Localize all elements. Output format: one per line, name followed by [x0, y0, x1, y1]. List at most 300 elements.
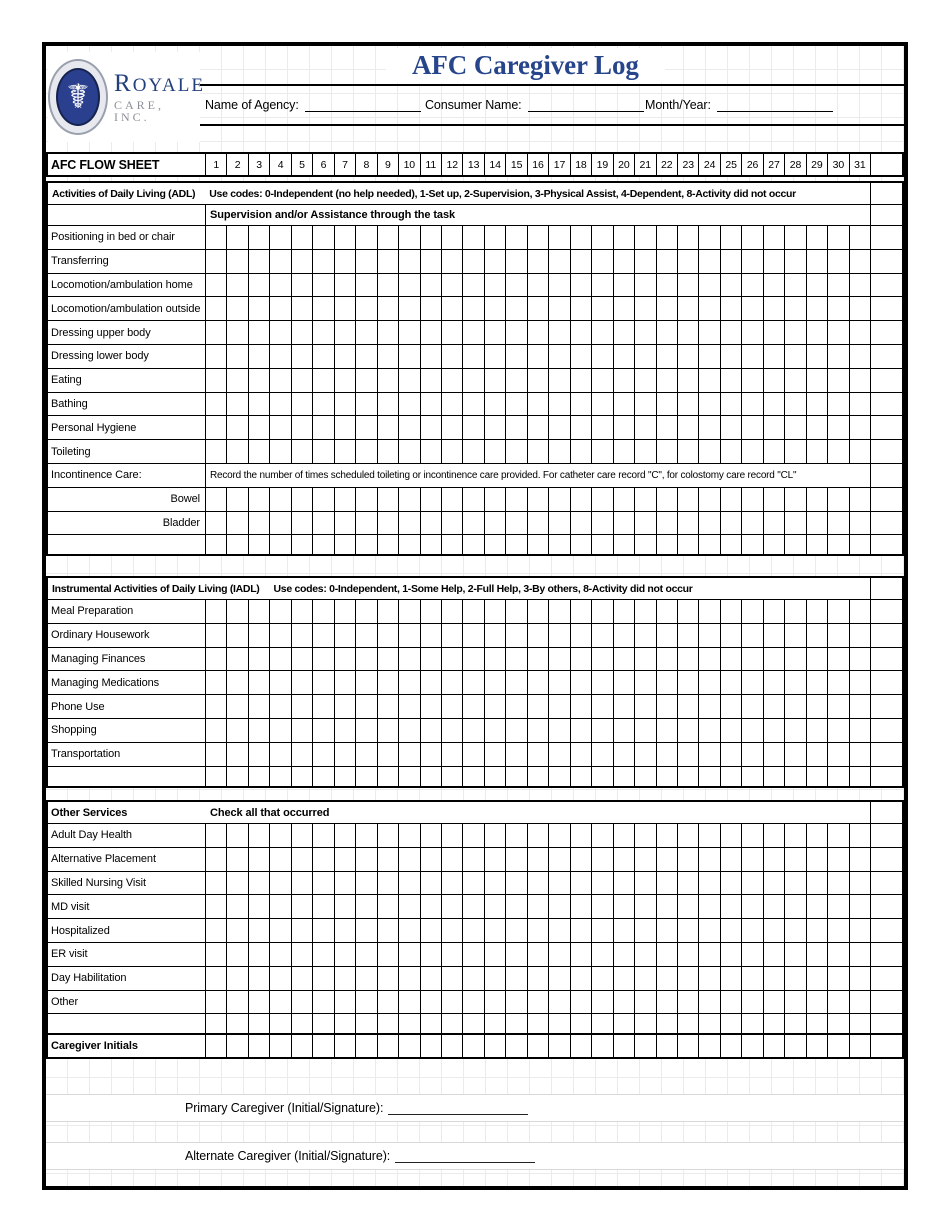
log-cell-er-visit-day-19[interactable] [592, 943, 613, 966]
log-cell-locomotion-ambulation-home-day-28[interactable] [785, 274, 806, 297]
log-cell-caregiver-initials-day-7[interactable] [335, 1035, 356, 1057]
log-cell-er-visit-day-11[interactable] [421, 943, 442, 966]
log-cell-transferring-day-20[interactable] [614, 250, 635, 273]
log-cell-bladder-day-19[interactable] [592, 512, 613, 535]
log-cell-meal-preparation-day-29[interactable] [807, 600, 828, 623]
log-cell-dressing-upper-body-day-4[interactable] [270, 321, 291, 344]
log-cell-iadl-extra-day-27[interactable] [764, 767, 785, 786]
log-cell-adl-extra-day-29[interactable] [807, 535, 828, 554]
log-cell-toileting-day-9[interactable] [378, 440, 399, 463]
log-cell-bowel-day-11[interactable] [421, 488, 442, 511]
log-cell-managing-finances-day-19[interactable] [592, 648, 613, 671]
log-cell-managing-medications-day-22[interactable] [657, 671, 678, 694]
log-cell-eating-day-8[interactable] [356, 369, 377, 392]
log-cell-personal-hygiene-day-19[interactable] [592, 416, 613, 439]
log-cell-bathing-day-31[interactable] [850, 393, 871, 416]
log-cell-personal-hygiene-day-21[interactable] [635, 416, 656, 439]
log-cell-transportation-day-11[interactable] [421, 743, 442, 766]
log-cell-transportation-day-2[interactable] [227, 743, 248, 766]
log-cell-dressing-lower-body-day-8[interactable] [356, 345, 377, 368]
log-cell-adult-day-health-day-31[interactable] [850, 824, 871, 847]
log-cell-other-day-12[interactable] [442, 991, 463, 1014]
log-cell-dressing-upper-body-day-5[interactable] [292, 321, 313, 344]
log-cell-alternative-placement-day-7[interactable] [335, 848, 356, 871]
log-cell-iadl-extra-day-3[interactable] [249, 767, 270, 786]
log-cell-er-visit-day-22[interactable] [657, 943, 678, 966]
log-cell-shopping-day-22[interactable] [657, 719, 678, 742]
log-cell-shopping-day-28[interactable] [785, 719, 806, 742]
log-cell-bladder-day-3[interactable] [249, 512, 270, 535]
log-cell-other-extra-day-9[interactable] [378, 1014, 399, 1033]
log-cell-transferring-day-19[interactable] [592, 250, 613, 273]
log-cell-skilled-nursing-visit-day-2[interactable] [227, 872, 248, 895]
log-cell-transportation-day-6[interactable] [313, 743, 334, 766]
log-cell-eating-day-1[interactable] [206, 369, 227, 392]
log-cell-md-visit-day-8[interactable] [356, 895, 377, 918]
log-cell-other-extra-day-30[interactable] [828, 1014, 849, 1033]
log-cell-locomotion-ambulation-home-day-18[interactable] [571, 274, 592, 297]
log-cell-adult-day-health-day-17[interactable] [549, 824, 570, 847]
log-cell-ordinary-housework-day-6[interactable] [313, 624, 334, 647]
log-cell-shopping-day-14[interactable] [485, 719, 506, 742]
log-cell-eating-day-27[interactable] [764, 369, 785, 392]
log-cell-dressing-upper-body-day-12[interactable] [442, 321, 463, 344]
log-cell-locomotion-ambulation-outside-day-21[interactable] [635, 297, 656, 320]
log-cell-dressing-lower-body-day-26[interactable] [742, 345, 763, 368]
log-cell-adult-day-health-day-14[interactable] [485, 824, 506, 847]
log-cell-eating-day-7[interactable] [335, 369, 356, 392]
log-cell-adult-day-health-day-7[interactable] [335, 824, 356, 847]
log-cell-locomotion-ambulation-outside-day-14[interactable] [485, 297, 506, 320]
log-cell-md-visit-day-13[interactable] [463, 895, 484, 918]
log-cell-personal-hygiene-day-11[interactable] [421, 416, 442, 439]
log-cell-toileting-day-27[interactable] [764, 440, 785, 463]
log-cell-bathing-day-3[interactable] [249, 393, 270, 416]
log-cell-phone-use-day-22[interactable] [657, 695, 678, 718]
log-cell-meal-preparation-day-2[interactable] [227, 600, 248, 623]
log-cell-alternative-placement-day-26[interactable] [742, 848, 763, 871]
log-cell-managing-medications-day-25[interactable] [721, 671, 742, 694]
log-cell-er-visit-day-25[interactable] [721, 943, 742, 966]
log-cell-bladder-day-8[interactable] [356, 512, 377, 535]
log-cell-iadl-extra-day-15[interactable] [506, 767, 527, 786]
log-cell-locomotion-ambulation-home-day-9[interactable] [378, 274, 399, 297]
log-cell-hospitalized-day-6[interactable] [313, 919, 334, 942]
log-cell-iadl-extra-day-1[interactable] [206, 767, 227, 786]
log-cell-day-habilitation-day-24[interactable] [699, 967, 720, 990]
log-cell-managing-medications-day-19[interactable] [592, 671, 613, 694]
log-cell-bowel-day-3[interactable] [249, 488, 270, 511]
log-cell-positioning-in-bed-or-chair-day-3[interactable] [249, 226, 270, 249]
log-cell-hospitalized-day-1[interactable] [206, 919, 227, 942]
log-cell-transferring-day-13[interactable] [463, 250, 484, 273]
log-cell-caregiver-initials-day-19[interactable] [592, 1035, 613, 1057]
log-cell-bowel-day-14[interactable] [485, 488, 506, 511]
log-cell-toileting-day-21[interactable] [635, 440, 656, 463]
log-cell-meal-preparation-day-30[interactable] [828, 600, 849, 623]
log-cell-day-habilitation-day-19[interactable] [592, 967, 613, 990]
log-cell-locomotion-ambulation-outside-day-25[interactable] [721, 297, 742, 320]
log-cell-transferring-day-1[interactable] [206, 250, 227, 273]
log-cell-toileting-day-13[interactable] [463, 440, 484, 463]
log-cell-locomotion-ambulation-home-day-4[interactable] [270, 274, 291, 297]
log-cell-day-habilitation-day-2[interactable] [227, 967, 248, 990]
log-cell-toileting-day-5[interactable] [292, 440, 313, 463]
log-cell-hospitalized-day-16[interactable] [528, 919, 549, 942]
log-cell-adl-extra-day-14[interactable] [485, 535, 506, 554]
log-cell-transferring-day-9[interactable] [378, 250, 399, 273]
log-cell-eating-day-24[interactable] [699, 369, 720, 392]
log-cell-locomotion-ambulation-outside-day-16[interactable] [528, 297, 549, 320]
log-cell-caregiver-initials-day-26[interactable] [742, 1035, 763, 1057]
log-cell-other-day-1[interactable] [206, 991, 227, 1014]
log-cell-phone-use-day-14[interactable] [485, 695, 506, 718]
log-cell-bowel-day-16[interactable] [528, 488, 549, 511]
log-cell-dressing-lower-body-day-19[interactable] [592, 345, 613, 368]
log-cell-toileting-day-23[interactable] [678, 440, 699, 463]
log-cell-shopping-day-15[interactable] [506, 719, 527, 742]
log-cell-managing-medications-day-29[interactable] [807, 671, 828, 694]
log-cell-shopping-day-19[interactable] [592, 719, 613, 742]
log-cell-dressing-lower-body-day-7[interactable] [335, 345, 356, 368]
log-cell-shopping-day-27[interactable] [764, 719, 785, 742]
log-cell-phone-use-day-21[interactable] [635, 695, 656, 718]
log-cell-managing-finances-day-11[interactable] [421, 648, 442, 671]
log-cell-locomotion-ambulation-outside-day-18[interactable] [571, 297, 592, 320]
log-cell-skilled-nursing-visit-day-7[interactable] [335, 872, 356, 895]
log-cell-skilled-nursing-visit-day-11[interactable] [421, 872, 442, 895]
log-cell-positioning-in-bed-or-chair-day-4[interactable] [270, 226, 291, 249]
log-cell-transportation-day-12[interactable] [442, 743, 463, 766]
log-cell-shopping-day-5[interactable] [292, 719, 313, 742]
log-cell-ordinary-housework-day-4[interactable] [270, 624, 291, 647]
log-cell-positioning-in-bed-or-chair-day-25[interactable] [721, 226, 742, 249]
log-cell-phone-use-day-31[interactable] [850, 695, 871, 718]
log-cell-iadl-extra-day-12[interactable] [442, 767, 463, 786]
log-cell-iadl-extra-day-7[interactable] [335, 767, 356, 786]
log-cell-transportation-day-25[interactable] [721, 743, 742, 766]
log-cell-caregiver-initials-day-20[interactable] [614, 1035, 635, 1057]
log-cell-alternative-placement-day-30[interactable] [828, 848, 849, 871]
log-cell-bathing-day-17[interactable] [549, 393, 570, 416]
log-cell-meal-preparation-day-12[interactable] [442, 600, 463, 623]
log-cell-bowel-day-7[interactable] [335, 488, 356, 511]
log-cell-hospitalized-day-28[interactable] [785, 919, 806, 942]
log-cell-bladder-day-4[interactable] [270, 512, 291, 535]
log-cell-hospitalized-day-26[interactable] [742, 919, 763, 942]
log-cell-transportation-day-13[interactable] [463, 743, 484, 766]
log-cell-alternative-placement-day-17[interactable] [549, 848, 570, 871]
log-cell-managing-medications-day-17[interactable] [549, 671, 570, 694]
log-cell-dressing-lower-body-day-28[interactable] [785, 345, 806, 368]
log-cell-locomotion-ambulation-home-day-31[interactable] [850, 274, 871, 297]
log-cell-adl-extra-day-11[interactable] [421, 535, 442, 554]
log-cell-er-visit-day-5[interactable] [292, 943, 313, 966]
log-cell-bathing-day-5[interactable] [292, 393, 313, 416]
log-cell-locomotion-ambulation-home-day-8[interactable] [356, 274, 377, 297]
log-cell-alternative-placement-day-18[interactable] [571, 848, 592, 871]
log-cell-locomotion-ambulation-home-day-7[interactable] [335, 274, 356, 297]
log-cell-ordinary-housework-day-24[interactable] [699, 624, 720, 647]
log-cell-transferring-day-12[interactable] [442, 250, 463, 273]
log-cell-bowel-day-22[interactable] [657, 488, 678, 511]
log-cell-iadl-extra-day-4[interactable] [270, 767, 291, 786]
log-cell-md-visit-day-1[interactable] [206, 895, 227, 918]
log-cell-locomotion-ambulation-outside-day-9[interactable] [378, 297, 399, 320]
log-cell-other-day-28[interactable] [785, 991, 806, 1014]
log-cell-meal-preparation-day-25[interactable] [721, 600, 742, 623]
log-cell-adl-extra-day-31[interactable] [850, 535, 871, 554]
log-cell-day-habilitation-day-21[interactable] [635, 967, 656, 990]
log-cell-toileting-day-30[interactable] [828, 440, 849, 463]
log-cell-other-extra-day-20[interactable] [614, 1014, 635, 1033]
log-cell-phone-use-day-6[interactable] [313, 695, 334, 718]
log-cell-meal-preparation-day-22[interactable] [657, 600, 678, 623]
log-cell-adult-day-health-day-19[interactable] [592, 824, 613, 847]
log-cell-phone-use-day-4[interactable] [270, 695, 291, 718]
log-cell-phone-use-day-23[interactable] [678, 695, 699, 718]
log-cell-ordinary-housework-day-7[interactable] [335, 624, 356, 647]
log-cell-other-day-11[interactable] [421, 991, 442, 1014]
log-cell-skilled-nursing-visit-day-28[interactable] [785, 872, 806, 895]
log-cell-eating-day-14[interactable] [485, 369, 506, 392]
log-cell-toileting-day-12[interactable] [442, 440, 463, 463]
log-cell-bowel-day-6[interactable] [313, 488, 334, 511]
log-cell-bladder-day-11[interactable] [421, 512, 442, 535]
log-cell-skilled-nursing-visit-day-14[interactable] [485, 872, 506, 895]
log-cell-positioning-in-bed-or-chair-day-7[interactable] [335, 226, 356, 249]
log-cell-caregiver-initials-day-10[interactable] [399, 1035, 420, 1057]
log-cell-phone-use-day-29[interactable] [807, 695, 828, 718]
log-cell-other-day-25[interactable] [721, 991, 742, 1014]
log-cell-alternative-placement-day-29[interactable] [807, 848, 828, 871]
log-cell-toileting-day-24[interactable] [699, 440, 720, 463]
log-cell-meal-preparation-day-5[interactable] [292, 600, 313, 623]
log-cell-positioning-in-bed-or-chair-day-9[interactable] [378, 226, 399, 249]
log-cell-other-extra-day-6[interactable] [313, 1014, 334, 1033]
log-cell-other-extra-day-14[interactable] [485, 1014, 506, 1033]
log-cell-shopping-day-12[interactable] [442, 719, 463, 742]
log-cell-eating-day-23[interactable] [678, 369, 699, 392]
log-cell-meal-preparation-day-26[interactable] [742, 600, 763, 623]
log-cell-other-extra-day-31[interactable] [850, 1014, 871, 1033]
log-cell-dressing-upper-body-day-11[interactable] [421, 321, 442, 344]
log-cell-transportation-day-15[interactable] [506, 743, 527, 766]
log-cell-ordinary-housework-day-2[interactable] [227, 624, 248, 647]
log-cell-caregiver-initials-day-14[interactable] [485, 1035, 506, 1057]
log-cell-shopping-day-3[interactable] [249, 719, 270, 742]
log-cell-adult-day-health-day-23[interactable] [678, 824, 699, 847]
log-cell-adult-day-health-day-3[interactable] [249, 824, 270, 847]
log-cell-ordinary-housework-day-11[interactable] [421, 624, 442, 647]
log-cell-day-habilitation-day-29[interactable] [807, 967, 828, 990]
log-cell-toileting-day-31[interactable] [850, 440, 871, 463]
log-cell-md-visit-day-18[interactable] [571, 895, 592, 918]
log-cell-dressing-lower-body-day-18[interactable] [571, 345, 592, 368]
log-cell-er-visit-day-23[interactable] [678, 943, 699, 966]
log-cell-eating-day-9[interactable] [378, 369, 399, 392]
log-cell-bowel-day-17[interactable] [549, 488, 570, 511]
log-cell-toileting-day-20[interactable] [614, 440, 635, 463]
log-cell-dressing-lower-body-day-6[interactable] [313, 345, 334, 368]
log-cell-caregiver-initials-day-3[interactable] [249, 1035, 270, 1057]
log-cell-other-extra-day-29[interactable] [807, 1014, 828, 1033]
log-cell-other-extra-day-18[interactable] [571, 1014, 592, 1033]
log-cell-phone-use-day-1[interactable] [206, 695, 227, 718]
log-cell-other-day-27[interactable] [764, 991, 785, 1014]
log-cell-meal-preparation-day-28[interactable] [785, 600, 806, 623]
log-cell-shopping-day-8[interactable] [356, 719, 377, 742]
log-cell-shopping-day-13[interactable] [463, 719, 484, 742]
log-cell-eating-day-13[interactable] [463, 369, 484, 392]
log-cell-managing-medications-day-27[interactable] [764, 671, 785, 694]
log-cell-other-extra-day-19[interactable] [592, 1014, 613, 1033]
log-cell-iadl-extra-day-29[interactable] [807, 767, 828, 786]
log-cell-managing-finances-day-12[interactable] [442, 648, 463, 671]
log-cell-locomotion-ambulation-outside-day-19[interactable] [592, 297, 613, 320]
log-cell-adl-extra-day-16[interactable] [528, 535, 549, 554]
log-cell-md-visit-day-28[interactable] [785, 895, 806, 918]
log-cell-managing-medications-day-20[interactable] [614, 671, 635, 694]
log-cell-bathing-day-25[interactable] [721, 393, 742, 416]
log-cell-locomotion-ambulation-home-day-26[interactable] [742, 274, 763, 297]
log-cell-meal-preparation-day-7[interactable] [335, 600, 356, 623]
log-cell-locomotion-ambulation-home-day-14[interactable] [485, 274, 506, 297]
log-cell-bowel-day-18[interactable] [571, 488, 592, 511]
log-cell-shopping-day-6[interactable] [313, 719, 334, 742]
log-cell-alternative-placement-day-19[interactable] [592, 848, 613, 871]
log-cell-ordinary-housework-day-21[interactable] [635, 624, 656, 647]
log-cell-er-visit-day-29[interactable] [807, 943, 828, 966]
log-cell-skilled-nursing-visit-day-19[interactable] [592, 872, 613, 895]
log-cell-day-habilitation-day-3[interactable] [249, 967, 270, 990]
log-cell-skilled-nursing-visit-day-25[interactable] [721, 872, 742, 895]
log-cell-iadl-extra-day-6[interactable] [313, 767, 334, 786]
log-cell-shopping-day-30[interactable] [828, 719, 849, 742]
log-cell-eating-day-31[interactable] [850, 369, 871, 392]
log-cell-transportation-day-3[interactable] [249, 743, 270, 766]
log-cell-meal-preparation-day-1[interactable] [206, 600, 227, 623]
log-cell-iadl-extra-day-30[interactable] [828, 767, 849, 786]
log-cell-locomotion-ambulation-outside-day-7[interactable] [335, 297, 356, 320]
log-cell-er-visit-day-8[interactable] [356, 943, 377, 966]
log-cell-bowel-day-10[interactable] [399, 488, 420, 511]
log-cell-dressing-upper-body-day-13[interactable] [463, 321, 484, 344]
primary-caregiver-signature-line[interactable] [388, 1102, 528, 1115]
log-cell-iadl-extra-day-10[interactable] [399, 767, 420, 786]
log-cell-phone-use-day-5[interactable] [292, 695, 313, 718]
log-cell-adult-day-health-day-13[interactable] [463, 824, 484, 847]
log-cell-toileting-day-8[interactable] [356, 440, 377, 463]
log-cell-transportation-day-20[interactable] [614, 743, 635, 766]
log-cell-managing-medications-day-6[interactable] [313, 671, 334, 694]
log-cell-adult-day-health-day-11[interactable] [421, 824, 442, 847]
log-cell-shopping-day-7[interactable] [335, 719, 356, 742]
log-cell-dressing-lower-body-day-21[interactable] [635, 345, 656, 368]
log-cell-md-visit-day-22[interactable] [657, 895, 678, 918]
log-cell-er-visit-day-27[interactable] [764, 943, 785, 966]
log-cell-managing-finances-day-17[interactable] [549, 648, 570, 671]
log-cell-managing-medications-day-3[interactable] [249, 671, 270, 694]
log-cell-dressing-upper-body-day-6[interactable] [313, 321, 334, 344]
log-cell-managing-finances-day-31[interactable] [850, 648, 871, 671]
log-cell-er-visit-day-17[interactable] [549, 943, 570, 966]
log-cell-dressing-upper-body-day-20[interactable] [614, 321, 635, 344]
log-cell-dressing-upper-body-day-15[interactable] [506, 321, 527, 344]
log-cell-alternative-placement-day-2[interactable] [227, 848, 248, 871]
log-cell-er-visit-day-10[interactable] [399, 943, 420, 966]
log-cell-locomotion-ambulation-home-day-5[interactable] [292, 274, 313, 297]
log-cell-locomotion-ambulation-home-day-15[interactable] [506, 274, 527, 297]
log-cell-transferring-day-27[interactable] [764, 250, 785, 273]
log-cell-alternative-placement-day-5[interactable] [292, 848, 313, 871]
log-cell-personal-hygiene-day-4[interactable] [270, 416, 291, 439]
log-cell-md-visit-day-29[interactable] [807, 895, 828, 918]
log-cell-ordinary-housework-day-9[interactable] [378, 624, 399, 647]
log-cell-meal-preparation-day-20[interactable] [614, 600, 635, 623]
log-cell-transportation-day-14[interactable] [485, 743, 506, 766]
log-cell-caregiver-initials-day-30[interactable] [828, 1035, 849, 1057]
log-cell-hospitalized-day-5[interactable] [292, 919, 313, 942]
log-cell-positioning-in-bed-or-chair-day-27[interactable] [764, 226, 785, 249]
log-cell-managing-medications-day-4[interactable] [270, 671, 291, 694]
log-cell-adl-extra-day-13[interactable] [463, 535, 484, 554]
log-cell-dressing-lower-body-day-29[interactable] [807, 345, 828, 368]
log-cell-transferring-day-28[interactable] [785, 250, 806, 273]
log-cell-bladder-day-13[interactable] [463, 512, 484, 535]
log-cell-personal-hygiene-day-7[interactable] [335, 416, 356, 439]
log-cell-positioning-in-bed-or-chair-day-18[interactable] [571, 226, 592, 249]
log-cell-locomotion-ambulation-home-day-22[interactable] [657, 274, 678, 297]
log-cell-other-day-22[interactable] [657, 991, 678, 1014]
log-cell-phone-use-day-11[interactable] [421, 695, 442, 718]
log-cell-bathing-day-26[interactable] [742, 393, 763, 416]
log-cell-bowel-day-31[interactable] [850, 488, 871, 511]
log-cell-bowel-day-15[interactable] [506, 488, 527, 511]
log-cell-locomotion-ambulation-home-day-23[interactable] [678, 274, 699, 297]
log-cell-toileting-day-10[interactable] [399, 440, 420, 463]
log-cell-caregiver-initials-day-25[interactable] [721, 1035, 742, 1057]
log-cell-locomotion-ambulation-home-day-20[interactable] [614, 274, 635, 297]
log-cell-dressing-upper-body-day-31[interactable] [850, 321, 871, 344]
log-cell-locomotion-ambulation-outside-day-26[interactable] [742, 297, 763, 320]
log-cell-eating-day-16[interactable] [528, 369, 549, 392]
log-cell-transferring-day-8[interactable] [356, 250, 377, 273]
log-cell-alternative-placement-day-22[interactable] [657, 848, 678, 871]
log-cell-toileting-day-25[interactable] [721, 440, 742, 463]
log-cell-caregiver-initials-day-5[interactable] [292, 1035, 313, 1057]
log-cell-positioning-in-bed-or-chair-day-12[interactable] [442, 226, 463, 249]
log-cell-other-extra-day-22[interactable] [657, 1014, 678, 1033]
log-cell-ordinary-housework-day-14[interactable] [485, 624, 506, 647]
log-cell-toileting-day-4[interactable] [270, 440, 291, 463]
log-cell-day-habilitation-day-22[interactable] [657, 967, 678, 990]
log-cell-bladder-day-14[interactable] [485, 512, 506, 535]
log-cell-bladder-day-25[interactable] [721, 512, 742, 535]
log-cell-transportation-day-1[interactable] [206, 743, 227, 766]
log-cell-transportation-day-17[interactable] [549, 743, 570, 766]
log-cell-other-day-21[interactable] [635, 991, 656, 1014]
log-cell-managing-finances-day-30[interactable] [828, 648, 849, 671]
log-cell-transportation-day-5[interactable] [292, 743, 313, 766]
log-cell-other-day-30[interactable] [828, 991, 849, 1014]
log-cell-hospitalized-day-9[interactable] [378, 919, 399, 942]
log-cell-er-visit-day-26[interactable] [742, 943, 763, 966]
log-cell-managing-finances-day-14[interactable] [485, 648, 506, 671]
log-cell-hospitalized-day-8[interactable] [356, 919, 377, 942]
log-cell-managing-finances-day-1[interactable] [206, 648, 227, 671]
log-cell-managing-medications-day-10[interactable] [399, 671, 420, 694]
